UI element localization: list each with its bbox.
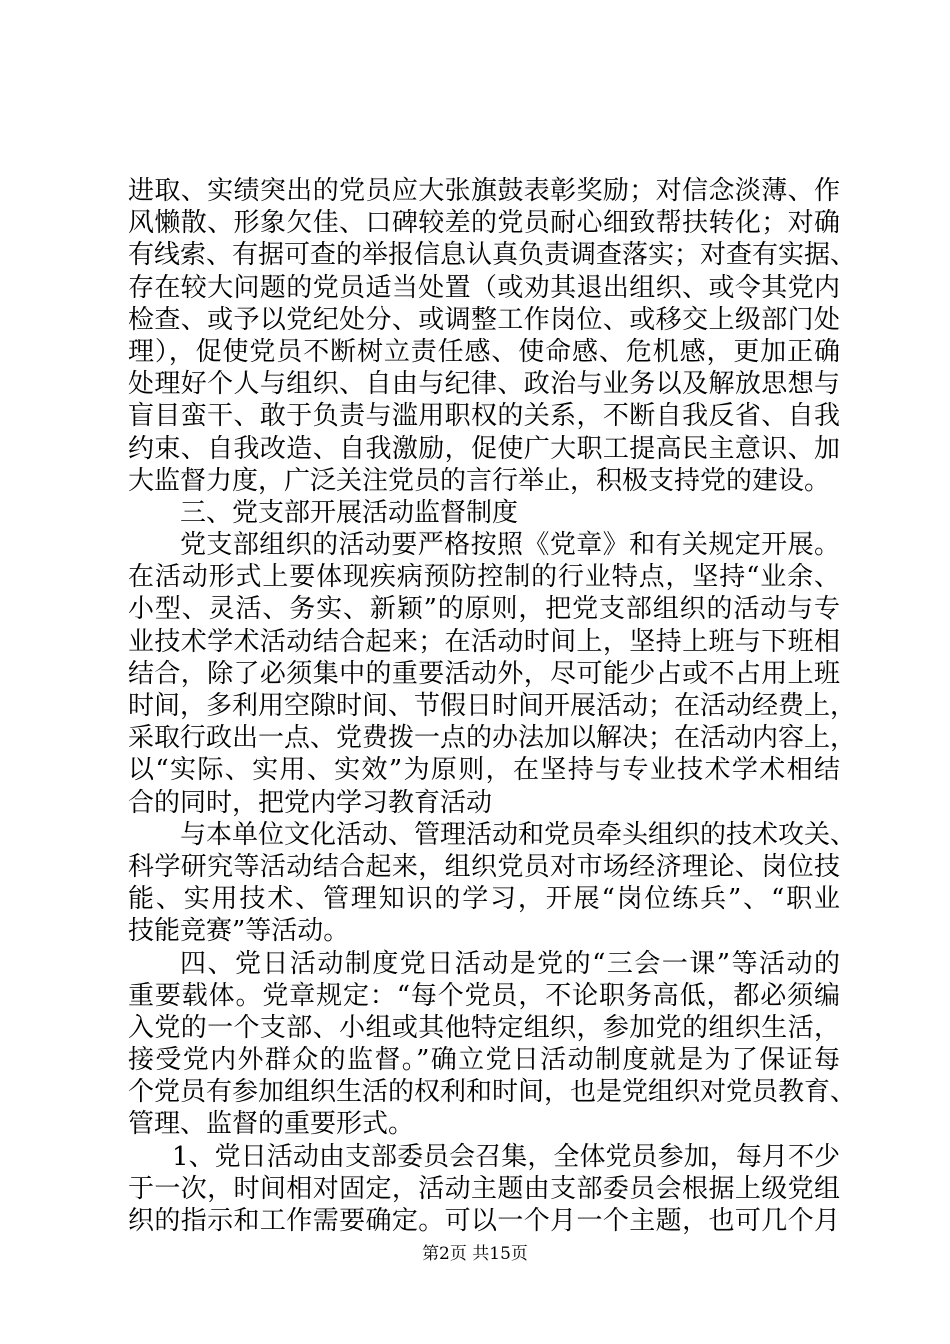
text-line: 有线索、有据可查的举报信息认真负责调查落实；对查有实据、: [128, 240, 857, 271]
text-line: 党支部组织的活动要严格按照《党章》和有关规定开展。: [180, 530, 840, 561]
document-body: [128, 175, 857, 1237]
text-line: 入党的一个支部、小组或其他特定组织，参加党的组织生活，: [128, 1012, 840, 1043]
text-line: 1、党日活动由支部委员会召集，全体党员参加，每月不少: [172, 1141, 840, 1172]
text-line: 个党员有参加组织生活的权利和时间，也是党组织对党员教育、: [128, 1077, 857, 1108]
text-line: 小型、灵活、务实、新颖”的原则，把党支部组织的活动与专: [128, 594, 840, 625]
text-line: 技能竞赛”等活动。: [128, 916, 350, 947]
text-line: 业技术学术活动结合起来；在活动时间上，坚持上班与下班相: [128, 626, 840, 657]
text-line: 织的指示和工作需要确定。可以一个月一个主题，也可几个月: [128, 1206, 840, 1236]
text-line: 处理好个人与组织、自由与纪律、政治与业务以及解放思想与: [128, 369, 840, 400]
text-line: 与本单位文化活动、管理活动和党员牵头组织的技术攻关、: [180, 819, 857, 850]
text-line: 于一次，时间相对固定，活动主题由支部委员会根据上级党组: [128, 1173, 840, 1204]
text-line: 能、实用技术、管理知识的学习，开展“岗位练兵”、“职业: [128, 884, 840, 915]
text-line: 进取、实绩突出的党员应大张旗鼓表彰奖励；对信念淡薄、作: [128, 176, 840, 206]
text-line: 在活动形式上要体现疾病预防控制的行业特点，坚持“业余、: [128, 562, 840, 593]
text-line: 合的同时，把党内学习教育活动: [128, 787, 493, 818]
page-number-footer: 第2页 共15页: [422, 1244, 528, 1264]
section-heading: 四、党日活动制度党日活动是党的“三会一课”等活动的: [180, 948, 840, 979]
text-line: 重要载体。党章规定：“每个党员，不论职务高低，都必须编: [128, 980, 840, 1011]
text-line: 接受党内外群众的监督。”确立党日活动制度就是为了保证每: [128, 1045, 840, 1076]
text-line: 采取行政出一点、党费拨一点的办法加以解决；在活动内容上，: [128, 723, 857, 754]
text-line: 时间，多利用空隙时间、节假日时间开展活动；在活动经费上，: [128, 691, 857, 721]
text-line: 约束、自我改造、自我激励，促使广大职工提高民主意识、加: [128, 433, 840, 464]
text-line: 以“实际、实用、实效”为原则，在坚持与专业技术学术相结: [128, 755, 840, 786]
text-line: 科学研究等活动结合起来，组织党员对市场经济理论、岗位技: [128, 851, 840, 882]
text-line: 理），促使党员不断树立责任感、使命感、危机感，更加正确: [128, 336, 840, 367]
text-line: 管理、监督的重要形式。: [128, 1109, 415, 1140]
text-line: 大监督力度，广泛关注党员的言行举止，积极支持党的建设。: [128, 465, 831, 496]
section-heading: 三、党支部开展活动监督制度: [180, 497, 519, 528]
text-line: 检查、或予以党纪处分、或调整工作岗位、或移交上级部门处: [128, 304, 840, 335]
text-line: 盲目蛮干、敢于负责与滥用职权的关系，不断自我反省、自我: [128, 401, 840, 432]
text-line: 风懒散、形象欠佳、口碑较差的党员耐心细致帮扶转化；对确: [128, 208, 840, 239]
text-line: 存在较大问题的党员适当处置（或劝其退出组织、或令其党内: [128, 272, 840, 303]
text-line: 结合，除了必须集中的重要活动外，尽可能少占或不占用上班: [128, 658, 840, 689]
